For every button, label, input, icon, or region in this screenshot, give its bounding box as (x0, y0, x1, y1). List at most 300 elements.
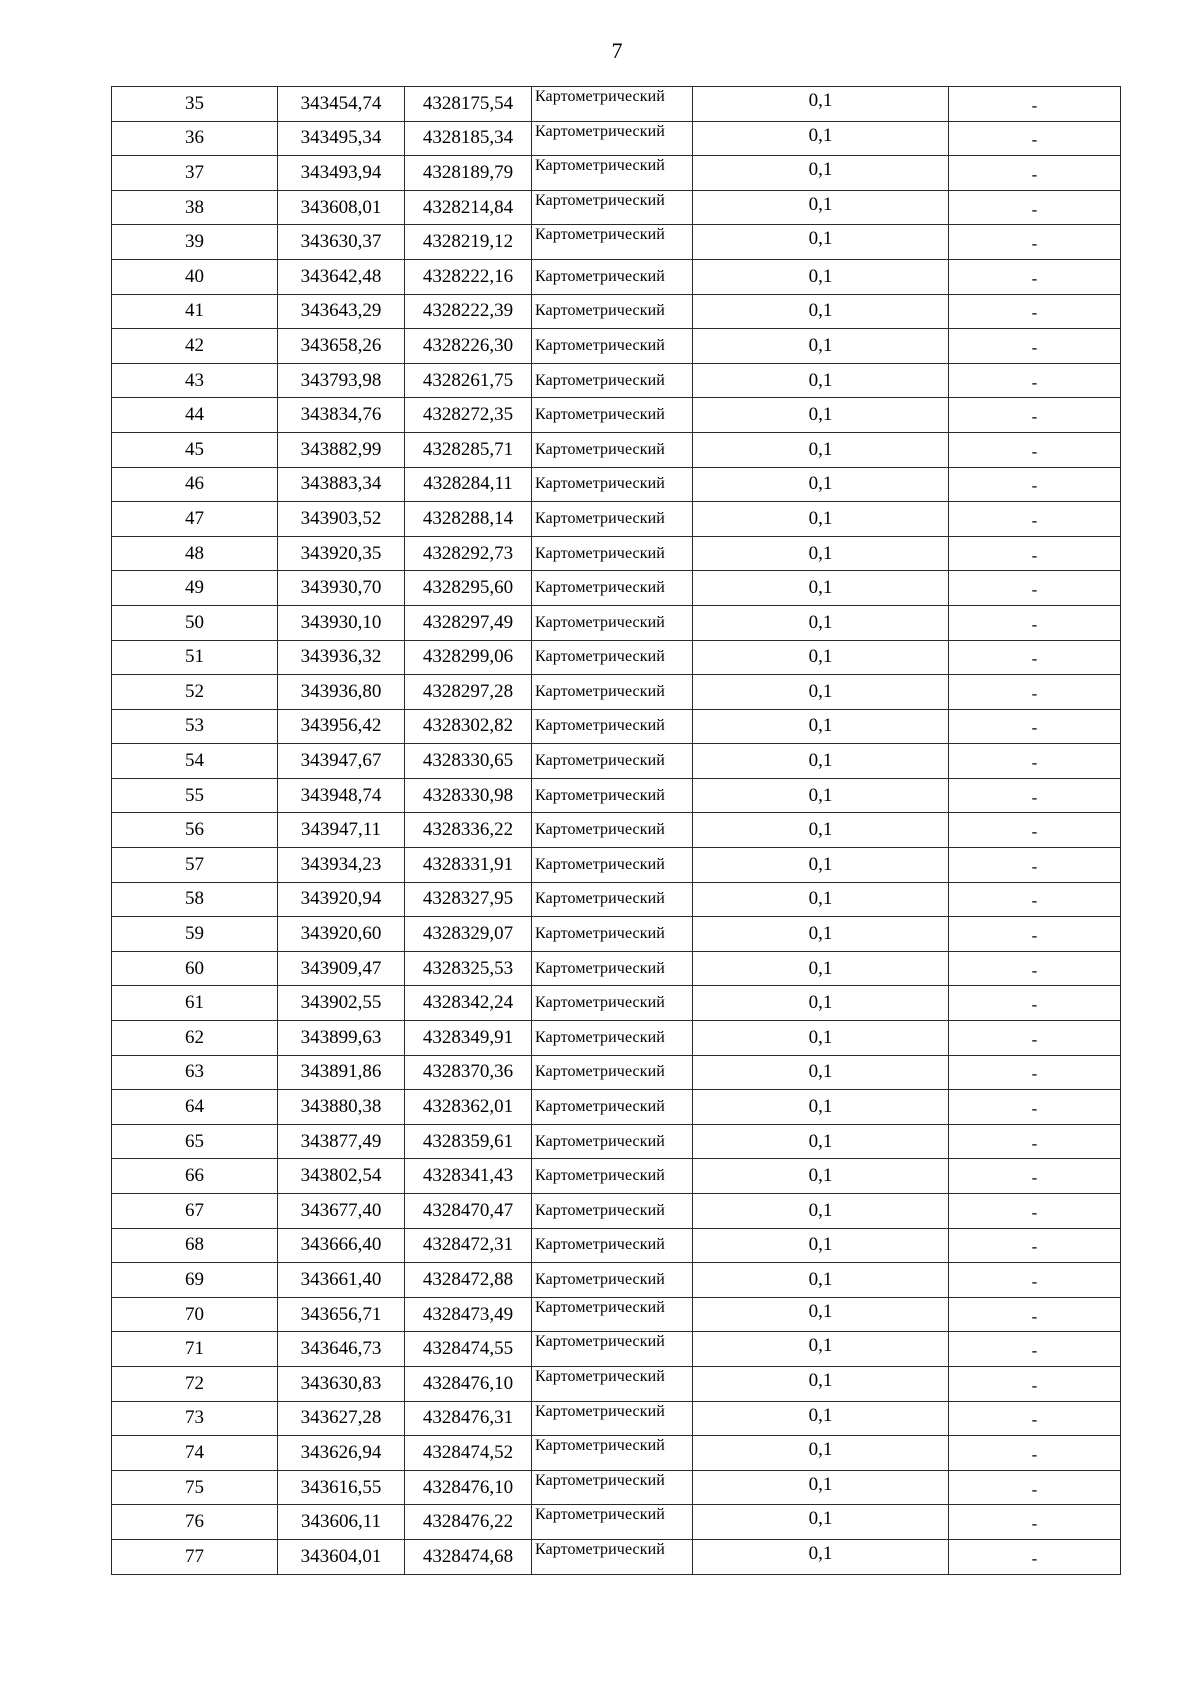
note-cell (949, 536, 1121, 571)
coordinate-y-cell: 4328359,61 (405, 1124, 532, 1159)
accuracy-cell: 0,1 (693, 1297, 949, 1332)
note-cell (949, 1297, 1121, 1332)
accuracy-cell: 0,1 (693, 744, 949, 779)
note-text: - (1031, 1271, 1038, 1291)
method-cell: Картометрический (532, 294, 693, 329)
note-cell (949, 363, 1121, 398)
method-cell: Картометрический (532, 1228, 693, 1263)
note-text: - (1031, 891, 1038, 911)
table-row (112, 1055, 1121, 1090)
note-cell (949, 917, 1121, 952)
coordinate-y-cell: 4328476,10 (405, 1470, 532, 1505)
table-row (112, 675, 1121, 710)
accuracy-cell: 0,1 (693, 882, 949, 917)
coordinate-x-cell: 343630,37 (278, 225, 405, 260)
coordinate-y-cell: 4328472,88 (405, 1263, 532, 1298)
coordinate-y-cell: 4328226,30 (405, 329, 532, 364)
accuracy-cell: 0,1 (693, 1505, 949, 1540)
coordinate-x-cell: 343793,98 (278, 363, 405, 398)
point-number-cell: 66 (112, 1159, 278, 1194)
coordinate-y-cell: 4328288,14 (405, 502, 532, 537)
note-text: - (1031, 545, 1038, 565)
note-cell (949, 502, 1121, 537)
coordinate-x-cell: 343834,76 (278, 398, 405, 433)
method-cell: Картометрический (532, 1332, 693, 1367)
note-text: - (1031, 268, 1038, 288)
note-cell (949, 467, 1121, 502)
coordinate-x-cell: 343909,47 (278, 951, 405, 986)
accuracy-cell: 0,1 (693, 467, 949, 502)
point-number-cell: 38 (112, 190, 278, 225)
point-number-cell: 45 (112, 432, 278, 467)
coordinate-x-cell: 343454,74 (278, 87, 405, 122)
note-text: - (1031, 1237, 1038, 1257)
accuracy-cell: 0,1 (693, 363, 949, 398)
note-cell (949, 1263, 1121, 1298)
note-cell (949, 813, 1121, 848)
note-text: - (1031, 856, 1038, 876)
note-cell (949, 294, 1121, 329)
method-cell: Картометрический (532, 502, 693, 537)
point-number-cell: 65 (112, 1124, 278, 1159)
table-row (112, 917, 1121, 952)
accuracy-cell: 0,1 (693, 398, 949, 433)
point-number-cell: 53 (112, 709, 278, 744)
table-row (112, 1366, 1121, 1401)
note-cell (949, 1055, 1121, 1090)
coordinate-x-cell: 343666,40 (278, 1228, 405, 1263)
point-number-cell: 54 (112, 744, 278, 779)
note-text: - (1031, 1375, 1038, 1395)
method-cell: Картометрический (532, 1436, 693, 1471)
table-row (112, 986, 1121, 1021)
note-cell (949, 259, 1121, 294)
point-number-cell: 48 (112, 536, 278, 571)
method-cell: Картометрический (532, 675, 693, 710)
point-number-cell: 42 (112, 329, 278, 364)
table-row (112, 813, 1121, 848)
table-row (112, 87, 1121, 122)
table-row (112, 709, 1121, 744)
coordinate-y-cell: 4328295,60 (405, 571, 532, 606)
coordinate-x-cell: 343646,73 (278, 1332, 405, 1367)
accuracy-cell: 0,1 (693, 536, 949, 571)
coordinate-x-cell: 343947,67 (278, 744, 405, 779)
note-cell (949, 1436, 1121, 1471)
table-row (112, 605, 1121, 640)
table-row (112, 398, 1121, 433)
coordinate-y-cell: 4328470,47 (405, 1194, 532, 1229)
accuracy-cell: 0,1 (693, 1124, 949, 1159)
accuracy-cell: 0,1 (693, 1090, 949, 1125)
table-row (112, 156, 1121, 191)
accuracy-cell: 0,1 (693, 1332, 949, 1367)
method-cell: Картометрический (532, 87, 693, 122)
method-cell: Картометрический (532, 848, 693, 883)
accuracy-cell: 0,1 (693, 329, 949, 364)
method-cell: Картометрический (532, 986, 693, 1021)
method-cell: Картометрический (532, 432, 693, 467)
table-row (112, 1159, 1121, 1194)
note-text: - (1031, 960, 1038, 980)
table-row (112, 571, 1121, 606)
note-cell (949, 398, 1121, 433)
note-text: - (1031, 441, 1038, 461)
method-cell: Картометрический (532, 882, 693, 917)
note-text: - (1031, 1514, 1038, 1534)
coordinate-x-cell: 343604,01 (278, 1539, 405, 1574)
accuracy-cell: 0,1 (693, 571, 949, 606)
coordinate-x-cell: 343956,42 (278, 709, 405, 744)
coordinate-y-cell: 4328474,55 (405, 1332, 532, 1367)
accuracy-cell: 0,1 (693, 778, 949, 813)
accuracy-cell: 0,1 (693, 605, 949, 640)
table-row (112, 1021, 1121, 1056)
point-number-cell: 55 (112, 778, 278, 813)
note-cell (949, 951, 1121, 986)
method-cell: Картометрический (532, 951, 693, 986)
coordinate-y-cell: 4328222,16 (405, 259, 532, 294)
table-row (112, 1436, 1121, 1471)
table-row (112, 1332, 1121, 1367)
note-text: - (1031, 1064, 1038, 1084)
note-text: - (1031, 130, 1038, 150)
accuracy-cell: 0,1 (693, 1436, 949, 1471)
coordinates-table (111, 86, 1121, 1575)
note-text: - (1031, 476, 1038, 496)
coordinate-y-cell: 4328302,82 (405, 709, 532, 744)
coordinate-y-cell: 4328476,22 (405, 1505, 532, 1540)
method-cell: Картометрический (532, 363, 693, 398)
accuracy-cell: 0,1 (693, 986, 949, 1021)
accuracy-cell: 0,1 (693, 1366, 949, 1401)
note-cell (949, 87, 1121, 122)
note-cell (949, 1021, 1121, 1056)
point-number-cell: 37 (112, 156, 278, 191)
coordinate-x-cell: 343936,80 (278, 675, 405, 710)
method-cell: Картометрический (532, 190, 693, 225)
method-cell: Картометрический (532, 259, 693, 294)
note-cell (949, 640, 1121, 675)
note-cell (949, 605, 1121, 640)
point-number-cell: 36 (112, 121, 278, 156)
coordinate-x-cell: 343920,60 (278, 917, 405, 952)
note-cell (949, 882, 1121, 917)
accuracy-cell: 0,1 (693, 502, 949, 537)
coordinate-x-cell: 343920,94 (278, 882, 405, 917)
coordinate-x-cell: 343606,11 (278, 1505, 405, 1540)
method-cell: Картометрический (532, 778, 693, 813)
coordinate-x-cell: 343948,74 (278, 778, 405, 813)
note-text: - (1031, 1306, 1038, 1326)
point-number-cell: 46 (112, 467, 278, 502)
note-cell (949, 709, 1121, 744)
note-cell (949, 986, 1121, 1021)
accuracy-cell: 0,1 (693, 1401, 949, 1436)
method-cell: Картометрический (532, 1021, 693, 1056)
point-number-cell: 47 (112, 502, 278, 537)
table-row (112, 1263, 1121, 1298)
note-cell (949, 1090, 1121, 1125)
point-number-cell: 61 (112, 986, 278, 1021)
coordinate-y-cell: 4328325,53 (405, 951, 532, 986)
method-cell: Картометрический (532, 571, 693, 606)
method-cell: Картометрический (532, 1505, 693, 1540)
table-row (112, 1470, 1121, 1505)
note-text: - (1031, 1099, 1038, 1119)
accuracy-cell: 0,1 (693, 1228, 949, 1263)
note-text: - (1031, 649, 1038, 669)
note-text: - (1031, 787, 1038, 807)
method-cell: Картометрический (532, 1124, 693, 1159)
coordinate-x-cell: 343627,28 (278, 1401, 405, 1436)
note-text: - (1031, 1548, 1038, 1568)
coordinate-y-cell: 4328297,49 (405, 605, 532, 640)
point-number-cell: 40 (112, 259, 278, 294)
note-text: - (1031, 1479, 1038, 1499)
method-cell: Картометрический (532, 1366, 693, 1401)
note-cell (949, 225, 1121, 260)
coordinate-x-cell: 343677,40 (278, 1194, 405, 1229)
coordinate-x-cell: 343656,71 (278, 1297, 405, 1332)
coordinate-y-cell: 4328473,49 (405, 1297, 532, 1332)
note-text: - (1031, 614, 1038, 634)
accuracy-cell: 0,1 (693, 917, 949, 952)
point-number-cell: 77 (112, 1539, 278, 1574)
coordinate-y-cell: 4328472,31 (405, 1228, 532, 1263)
note-text: - (1031, 580, 1038, 600)
table-row (112, 951, 1121, 986)
table-row (112, 190, 1121, 225)
accuracy-cell: 0,1 (693, 1021, 949, 1056)
point-number-cell: 35 (112, 87, 278, 122)
accuracy-cell: 0,1 (693, 951, 949, 986)
coordinate-y-cell: 4328185,34 (405, 121, 532, 156)
accuracy-cell: 0,1 (693, 1159, 949, 1194)
coordinate-y-cell: 4328362,01 (405, 1090, 532, 1125)
coordinate-x-cell: 343608,01 (278, 190, 405, 225)
coordinate-y-cell: 4328292,73 (405, 536, 532, 571)
coordinate-y-cell: 4328272,35 (405, 398, 532, 433)
note-cell (949, 571, 1121, 606)
coordinate-x-cell: 343616,55 (278, 1470, 405, 1505)
method-cell: Картометрический (532, 605, 693, 640)
note-cell (949, 156, 1121, 191)
method-cell: Картометрический (532, 121, 693, 156)
note-text: - (1031, 234, 1038, 254)
point-number-cell: 70 (112, 1297, 278, 1332)
accuracy-cell: 0,1 (693, 1470, 949, 1505)
point-number-cell: 72 (112, 1366, 278, 1401)
coordinate-x-cell: 343947,11 (278, 813, 405, 848)
method-cell: Картометрический (532, 813, 693, 848)
point-number-cell: 76 (112, 1505, 278, 1540)
coordinate-y-cell: 4328219,12 (405, 225, 532, 260)
accuracy-cell: 0,1 (693, 1194, 949, 1229)
coordinate-x-cell: 343658,26 (278, 329, 405, 364)
coordinate-y-cell: 4328341,43 (405, 1159, 532, 1194)
coordinate-x-cell: 343930,70 (278, 571, 405, 606)
table-row (112, 432, 1121, 467)
accuracy-cell: 0,1 (693, 225, 949, 260)
point-number-cell: 43 (112, 363, 278, 398)
table-row (112, 363, 1121, 398)
method-cell: Картометрический (532, 1539, 693, 1574)
point-number-cell: 56 (112, 813, 278, 848)
note-cell (949, 121, 1121, 156)
coordinate-x-cell: 343493,94 (278, 156, 405, 191)
accuracy-cell: 0,1 (693, 432, 949, 467)
method-cell: Картометрический (532, 1194, 693, 1229)
coordinate-x-cell: 343903,52 (278, 502, 405, 537)
method-cell: Картометрический (532, 1401, 693, 1436)
coordinate-y-cell: 4328336,22 (405, 813, 532, 848)
coordinate-y-cell: 4328331,91 (405, 848, 532, 883)
point-number-cell: 74 (112, 1436, 278, 1471)
coordinate-y-cell: 4328285,71 (405, 432, 532, 467)
accuracy-cell: 0,1 (693, 709, 949, 744)
coordinate-x-cell: 343899,63 (278, 1021, 405, 1056)
accuracy-cell: 0,1 (693, 1263, 949, 1298)
point-number-cell: 73 (112, 1401, 278, 1436)
note-text: - (1031, 822, 1038, 842)
method-cell: Картометрический (532, 1090, 693, 1125)
coordinate-y-cell: 4328476,10 (405, 1366, 532, 1401)
coordinate-y-cell: 4328474,68 (405, 1539, 532, 1574)
coordinate-y-cell: 4328330,65 (405, 744, 532, 779)
point-number-cell: 75 (112, 1470, 278, 1505)
table-row (112, 502, 1121, 537)
accuracy-cell: 0,1 (693, 190, 949, 225)
point-number-cell: 39 (112, 225, 278, 260)
note-cell (949, 848, 1121, 883)
point-number-cell: 67 (112, 1194, 278, 1229)
coordinate-y-cell: 4328299,06 (405, 640, 532, 675)
page-number: 7 (611, 38, 623, 63)
point-number-cell: 71 (112, 1332, 278, 1367)
coordinate-x-cell: 343883,34 (278, 467, 405, 502)
point-number-cell: 49 (112, 571, 278, 606)
note-cell (949, 1332, 1121, 1367)
table-row (112, 329, 1121, 364)
note-text: - (1031, 303, 1038, 323)
coordinate-x-cell: 343642,48 (278, 259, 405, 294)
coordinate-x-cell: 343877,49 (278, 1124, 405, 1159)
coordinate-y-cell: 4328189,79 (405, 156, 532, 191)
note-cell (949, 1470, 1121, 1505)
note-text: - (1031, 683, 1038, 703)
table-row (112, 1505, 1121, 1540)
coordinate-x-cell: 343882,99 (278, 432, 405, 467)
accuracy-cell: 0,1 (693, 87, 949, 122)
note-cell (949, 778, 1121, 813)
accuracy-cell: 0,1 (693, 156, 949, 191)
accuracy-cell: 0,1 (693, 1055, 949, 1090)
method-cell: Картометрический (532, 467, 693, 502)
coordinate-x-cell: 343934,23 (278, 848, 405, 883)
point-number-cell: 51 (112, 640, 278, 675)
accuracy-cell: 0,1 (693, 121, 949, 156)
coordinates-table-body (112, 87, 1121, 1575)
note-text: - (1031, 510, 1038, 530)
note-text: - (1031, 753, 1038, 773)
note-cell (949, 1366, 1121, 1401)
note-cell (949, 1159, 1121, 1194)
table-row (112, 259, 1121, 294)
accuracy-cell: 0,1 (693, 294, 949, 329)
coordinate-y-cell: 4328175,54 (405, 87, 532, 122)
table-row (112, 1401, 1121, 1436)
accuracy-cell: 0,1 (693, 675, 949, 710)
coordinate-y-cell: 4328370,36 (405, 1055, 532, 1090)
note-text: - (1031, 337, 1038, 357)
table-row (112, 225, 1121, 260)
table-row (112, 778, 1121, 813)
table-row (112, 536, 1121, 571)
accuracy-cell: 0,1 (693, 848, 949, 883)
method-cell: Картометрический (532, 1055, 693, 1090)
note-text: - (1031, 1133, 1038, 1153)
coordinate-x-cell: 343936,32 (278, 640, 405, 675)
note-text: - (1031, 1168, 1038, 1188)
coordinate-y-cell: 4328297,28 (405, 675, 532, 710)
point-number-cell: 41 (112, 294, 278, 329)
table-row (112, 1539, 1121, 1574)
note-text: - (1031, 199, 1038, 219)
note-text: - (1031, 1029, 1038, 1049)
note-text: - (1031, 995, 1038, 1015)
note-text: - (1031, 1202, 1038, 1222)
table-row (112, 1194, 1121, 1229)
note-text: - (1031, 1410, 1038, 1430)
coordinate-y-cell: 4328330,98 (405, 778, 532, 813)
note-cell (949, 432, 1121, 467)
point-number-cell: 58 (112, 882, 278, 917)
note-cell (949, 1505, 1121, 1540)
coordinate-y-cell: 4328327,95 (405, 882, 532, 917)
accuracy-cell: 0,1 (693, 813, 949, 848)
note-text: - (1031, 372, 1038, 392)
note-cell (949, 744, 1121, 779)
table-row (112, 121, 1121, 156)
method-cell: Картометрический (532, 156, 693, 191)
coordinate-y-cell: 4328349,91 (405, 1021, 532, 1056)
point-number-cell: 52 (112, 675, 278, 710)
coordinate-x-cell: 343626,94 (278, 1436, 405, 1471)
point-number-cell: 44 (112, 398, 278, 433)
note-cell (949, 329, 1121, 364)
coordinate-y-cell: 4328284,11 (405, 467, 532, 502)
method-cell: Картометрический (532, 1470, 693, 1505)
coordinate-y-cell: 4328222,39 (405, 294, 532, 329)
point-number-cell: 60 (112, 951, 278, 986)
point-number-cell: 57 (112, 848, 278, 883)
method-cell: Картометрический (532, 329, 693, 364)
coordinate-y-cell: 4328474,52 (405, 1436, 532, 1471)
table-row (112, 1297, 1121, 1332)
method-cell: Картометрический (532, 1263, 693, 1298)
note-cell (949, 1228, 1121, 1263)
note-cell (949, 1194, 1121, 1229)
table-row (112, 1124, 1121, 1159)
note-text: - (1031, 1341, 1038, 1361)
note-text: - (1031, 1444, 1038, 1464)
note-text: - (1031, 926, 1038, 946)
coordinate-x-cell: 343630,83 (278, 1366, 405, 1401)
coordinate-x-cell: 343920,35 (278, 536, 405, 571)
table-row (112, 640, 1121, 675)
point-number-cell: 59 (112, 917, 278, 952)
